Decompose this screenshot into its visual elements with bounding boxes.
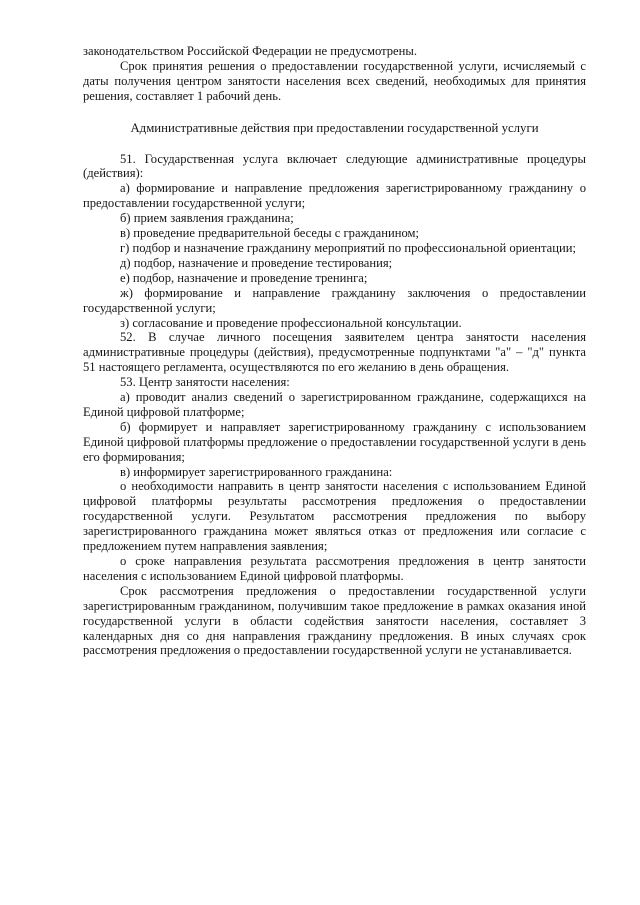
paragraph-53-a: а) проводит анализ сведений о зарегистрированном гражданине, содержащихся на Единой цифровой платформе;	[83, 390, 586, 419]
paragraph-51-a: а) формирование и направление предложения зарегистрированному гражданину о предоставлении государственной услуги;	[83, 181, 586, 211]
paragraph-51-d: д) подбор, назначение и проведение тестирования;	[120, 255, 393, 270]
paragraph-51-e: е) подбор, назначение и проведение тренинга;	[120, 270, 368, 285]
paragraph-51: 51. Государственная услуга включает следующие административные процедуры (действия):	[83, 151, 586, 181]
paragraph-53-b: б) формирует и направляет зарегистрированному гражданину с использованием Единой цифровой платформы предложение о предоставлении государственной услуги в день его формирования;	[83, 419, 586, 464]
paragraph-53-v: в) информирует зарегистрированного гражданина:	[120, 464, 393, 479]
paragraph-51-b: б) прием заявления гражданина;	[120, 211, 294, 226]
paragraph-51-zh: ж) формирование и направление гражданину заключения о предоставлении государственной услуги;	[83, 285, 586, 315]
section-heading: Административные действия при предоставлении государственной услуги	[130, 120, 539, 135]
paragraph-53-v-1: о необходимости направить в центр занятости населения с использованием Единой цифровой платформы результаты рассмотрения предложения о предоставлении государственной услуги. Результатом рассмотрения предложения по выбору зарегистрированного гражданина может являться отказ от предложения или согласие с предложением путем направления заявления;	[83, 479, 586, 554]
paragraph-51-z: з) согласование и проведение профессиональной консультации.	[120, 315, 462, 330]
paragraph-intro: законодательством Российской Федерации не предусмотрены.	[83, 44, 417, 58]
paragraph-decision-term: Срок принятия решения о предоставлении государственной услуги, исчисляемый с даты получения центром занятости населения всех сведений, необходимых для принятия решения, составляет 1 рабочий день.	[83, 58, 586, 103]
paragraph-51-g: г) подбор и назначение гражданину мероприятий по профессиональной ориентации;	[120, 240, 576, 255]
paragraph-52: 52. В случае личного посещения заявителем центра занятости населения административные процедуры (действия), предусмотренные подпунктами "а" – "д" пункта 51 настоящего регламента, осуществляются по его желанию в день обращения.	[83, 330, 586, 375]
paragraph-53: 53. Центр занятости населения:	[120, 375, 290, 390]
paragraph-51-v: в) проведение предварительной беседы с гражданином;	[120, 226, 420, 241]
paragraph-53-v-2: о сроке направления результата рассмотрения предложения в центр занятости населения с использованием Единой цифровой платформы.	[83, 554, 586, 583]
document-body	[83, 44, 586, 658]
paragraph-final: Срок рассмотрения предложения о предоставлении государственной услуги зарегистрированным гражданином, получившим такое предложение в рамках оказания иной государственной услуги в области содействия занятости населения, составляет 3 календарных дня со дня направления гражданину предложения. В иных случаях срок рассмотрения предложения о предоставлении государственной услуги не устанавливается.	[83, 583, 586, 658]
